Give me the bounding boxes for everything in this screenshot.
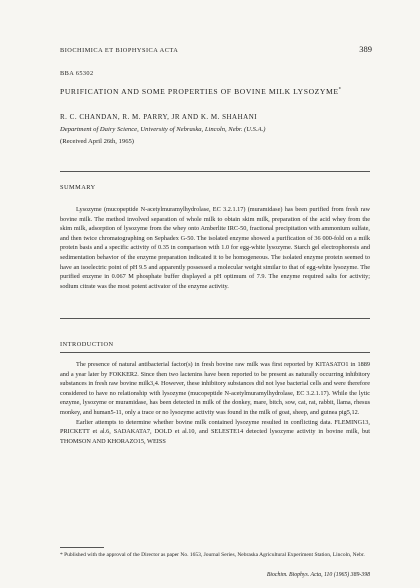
summary-heading: SUMMARY: [60, 184, 96, 191]
title-text: PURIFICATION AND SOME PROPERTIES OF BOVINE MILK LYSOZYME: [60, 87, 339, 96]
footnote: * Published with the approval of the Director as paper No. 1653, Journal Series, Nebraska Agricultural Experiment Station, Lincoln, Nebr.: [60, 552, 365, 558]
article-authors: R. C. CHANDAN, R. M. PARRY, JR AND K. M. SHAHANI: [60, 113, 258, 121]
introduction-heading: INTRODUCTION: [60, 341, 114, 348]
summary-paragraph: Lysozyme (mucopeptide N-acetylmuramylhydrolase, EC 3.2.1.17) (muramidase) has been purified from fresh raw bovine milk. The method involved separation of whole milk to obtain skim milk, preparation of the acid whey from the skim milk, adsorption of lysozyme from the whey onto Amberlite IRC-50, fractional precipitation with ammonium sulfate, and then twice chromatographing on Sephadex G-50. The isolated enzyme showed a purification of 36 000-fold on a milk protein basis and a specific activity of 0.35 in comparison with 1.0 for egg-white lysozyme. Starch gel electrophoresis and sedimentation behavior of the enzyme preparation indicated it to be homogeneous. The isolated enzyme protein seemed to have an isoelectric point of pH 9.5 and apparently possessed a molecular weight similar to that of egg-white lysozyme. The purified enzyme in 0.067 M phosphate buffer displayed a pH optimum of 7.9. The enzyme required salts for activity; sodium citrate was the most potent activator of the enzyme activity.: [60, 206, 370, 290]
received-date: (Received April 26th, 1965): [60, 138, 134, 145]
journal-citation: Biochim. Biophys. Acta, 110 (1965) 389-398: [266, 572, 370, 578]
introduction-paragraph-2: Earlier attempts to determine whether bovine milk contained lysozyme resulted in conflicting data. FLEMING13, PRICKETT et al.6, SADAKATA7, DOLD et al.10, and SELESTE14 detected lysozyme activity in bovine milk, but THOMSON AND KHORAZO15, WEISS: [60, 418, 370, 445]
introduction-rule: [60, 352, 370, 353]
summary-bottom-rule: [60, 318, 370, 319]
article-affiliation: Department of Dairy Science, University of Nebraska, Lincoln, Nebr. (U.S.A.): [60, 126, 266, 133]
summary-body: [60, 205, 370, 291]
title-footnote-mark: *: [338, 87, 342, 93]
footnote-rule: [60, 547, 104, 548]
article-title: [60, 87, 342, 96]
bba-code: BBA 65302: [60, 70, 94, 77]
journal-name: BIOCHIMICA ET BIOPHYSICA ACTA: [60, 47, 179, 54]
page-number: 389: [359, 44, 372, 54]
summary-top-rule: [60, 171, 370, 172]
introduction-body: [60, 360, 370, 446]
introduction-paragraph-1: The presence of natural antibacterial factor(s) in fresh bovine raw milk was first reported by KITASATO1 in 1889 and a year later by FOKKER2. Since then two lactenins have been reported to be present as naturally occurring inhibitory substances in fresh raw bovine milk3,4. However, these inhibitory substances did not lyse bacterial cells and were therefore considered to have no relationship with lysozyme (mucopeptide N-acetylmuramylhydrolase, EC 3.2.1.17). While the lytic enzyme, lysozyme or muramidase, has been detected in milk of the donkey, mare, bitch, sow, cat, rat, rabbit, llama, rhesus monkey, and human5-11, only a trace or no lysozyme activity was found in the milk of goat, sheep, and guinea pig5,12.: [60, 361, 370, 416]
